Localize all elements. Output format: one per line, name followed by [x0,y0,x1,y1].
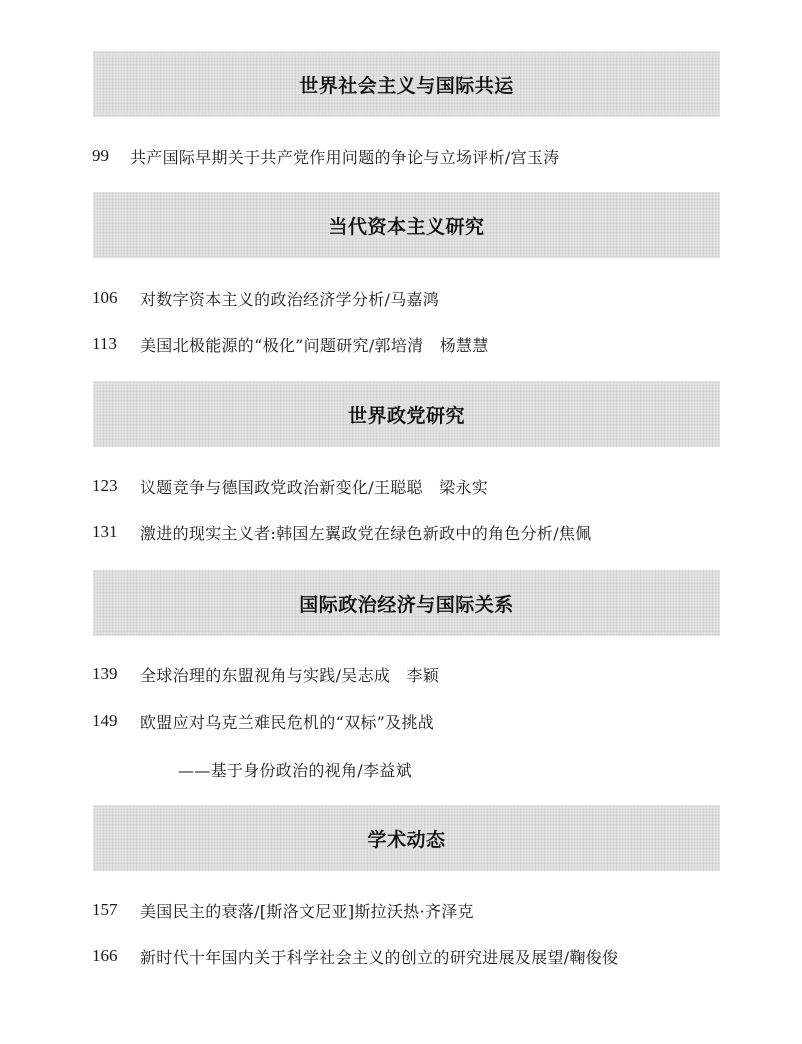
page-number: 166 [92,946,118,965]
section-title: 世界社会主义与国际共运 [299,74,514,97]
toc-entry[interactable] [92,143,560,169]
section-header [93,805,720,871]
section-title: 当代资本主义研究 [328,215,485,238]
page-number: 113 [92,334,117,353]
entry-title: 共产国际早期关于共产党作用问题的争论与立场评析/宫玉涛 [130,147,560,167]
page-number: 99 [92,146,109,165]
entry-title: 新时代十年国内关于科学社会主义的创立的研究进展及展望/鞠俊俊 [140,947,619,967]
toc-entry[interactable] [92,897,474,923]
section-header [93,51,720,117]
page-number: 157 [92,900,118,919]
entry-title: 全球治理的东盟视角与实践/吴志成 李颖 [140,665,440,685]
toc-entry[interactable] [92,519,591,545]
toc-subtitle [178,756,412,782]
section-header [93,381,720,447]
page-number: 131 [92,522,118,541]
entry-title: 美国北极能源的“极化”问题研究/郭培清 杨慧慧 [140,335,489,355]
entry-subtitle: ——基于身份政治的视角/李益斌 [178,760,412,780]
entry-title: 对数字资本主义的政治经济学分析/马嘉鸿 [140,289,440,309]
section-title: 世界政党研究 [347,404,465,427]
toc-entry[interactable] [92,943,618,969]
entry-title: 美国民主的衰落/[斯洛文尼亚]斯拉沃热·齐泽克 [140,901,474,921]
toc-entry[interactable] [92,285,439,311]
toc-entry[interactable] [92,331,489,357]
section-header [93,570,720,636]
page-number: 139 [92,664,118,683]
entry-title: 议题竞争与德国政党政治新变化/王聪聪 梁永实 [140,477,488,497]
toc-entry[interactable] [92,473,488,499]
page-number: 149 [92,711,118,730]
toc-entry[interactable] [92,661,439,687]
section-title: 学术动态 [367,828,446,851]
entry-title: 欧盟应对乌克兰难民危机的“双标”及挑战 [140,712,435,732]
section-title: 国际政治经济与国际关系 [299,593,514,616]
entry-title: 激进的现实主义者:韩国左翼政党在绿色新政中的角色分析/焦佩 [140,523,592,543]
toc-entry[interactable] [92,708,434,734]
page-number: 123 [92,476,118,495]
page-number: 106 [92,288,118,307]
section-header [93,192,720,258]
